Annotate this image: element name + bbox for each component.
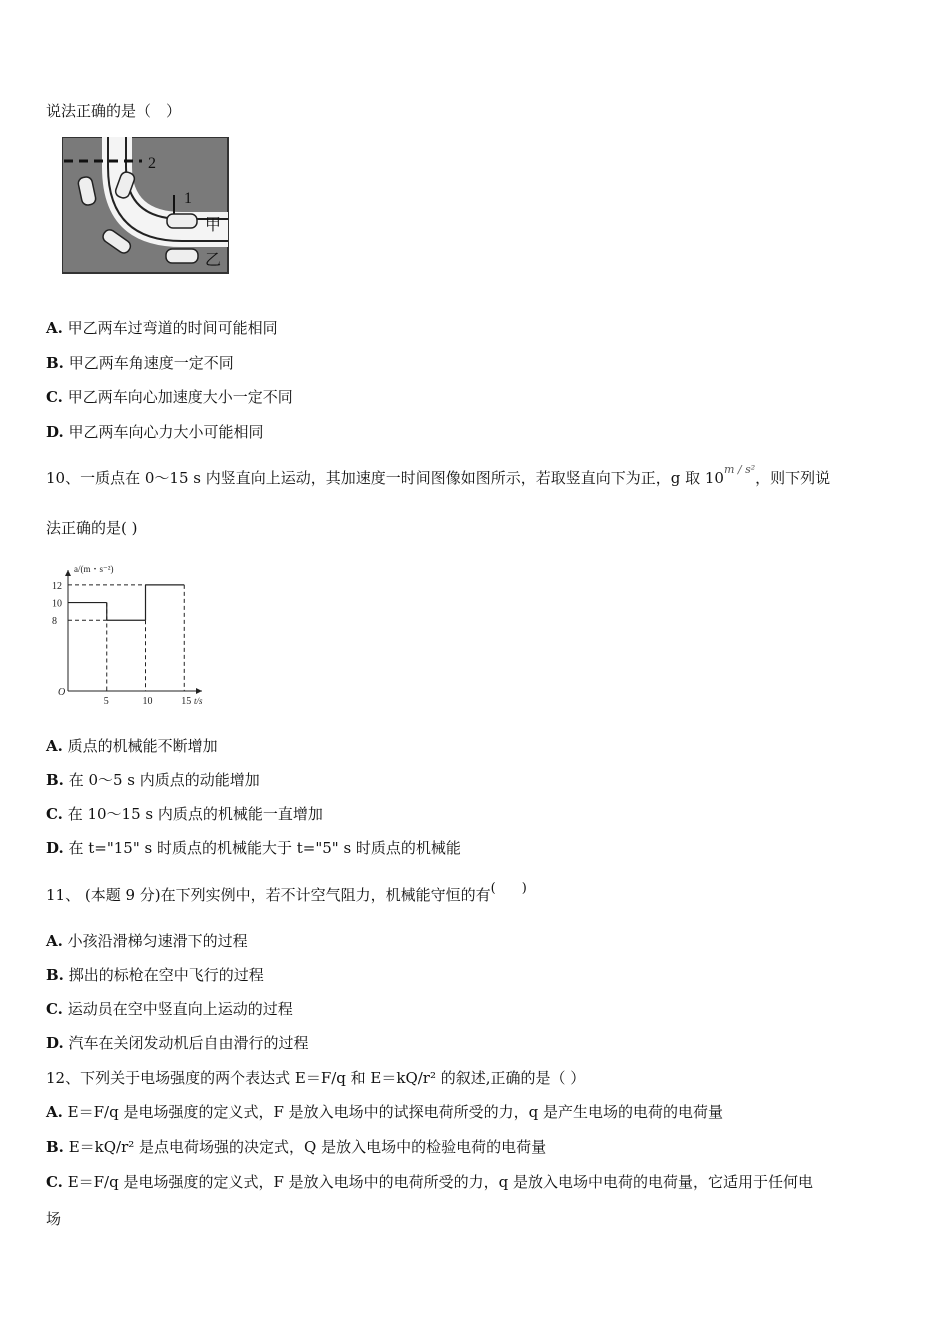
x-tick-label: 10 (142, 696, 153, 705)
q10-option-d: D. 在 t="15" s 时质点的机械能大于 t="5" s 时质点的机械能 (46, 839, 461, 857)
label-lane-1: 1 (184, 190, 192, 207)
q9-option-a: A. 甲乙两车过弯道的时间可能相同 (46, 319, 278, 337)
q9-road-figure (62, 137, 230, 275)
y-tick-label: 10 (52, 598, 62, 610)
q12-stem: 12、下列关于电场强度的两个表达式 E＝F/q 和 E＝kQ/r² 的叙述,正确的是（ ） (46, 1069, 586, 1087)
q11-paren: ( ) (490, 881, 527, 896)
q12-option-a: A. E＝F/q 是电场强度的定义式，F 是放入电场中的试探电荷所受的力，q 是产生电场的电荷的电荷量 (46, 1103, 723, 1121)
x-axis-label: t/s (194, 696, 203, 705)
y-axis-label: a/(m・s⁻²) (74, 564, 114, 574)
q11-option-a: A. 小孩沿滑梯匀速滑下的过程 (46, 932, 248, 950)
q10-option-c: C. 在 10～15 s 内质点的机械能一直增加 (46, 805, 323, 823)
x-tick-label: 15 (181, 696, 192, 705)
q9-option-c: C. 甲乙两车向心加速度大小一定不同 (46, 388, 293, 406)
q12-option-c: C. E＝F/q 是电场强度的定义式，F 是放入电场中的电荷所受的力，q 是放入电场中电荷的电荷量，它适用于任何电 (46, 1173, 814, 1191)
y-tick-label: 12 (52, 580, 62, 592)
q10-unit: m / s² (723, 463, 756, 476)
q12-option-c-cont: 场 (46, 1210, 62, 1228)
q12-number: 12、 (46, 1069, 81, 1087)
q10-acceleration-chart (52, 560, 212, 705)
label-lane-2: 2 (148, 155, 156, 172)
q9-stem-tail: 说法正确的是（ ） (46, 102, 182, 120)
x-axis-arrow-icon (196, 688, 202, 694)
origin-label: O (58, 687, 66, 698)
q10-option-b: B. 在 0～5 s 内质点的动能增加 (46, 771, 260, 789)
x-tick-label: 5 (103, 696, 109, 705)
q11-number: 11、 (46, 886, 81, 904)
y-tick-label: 8 (52, 616, 57, 628)
q10-stem: 10、一质点在 0～15 s 内竖直向上运动，其加速度一时间图像如图所示，若取竖直向下为正，g 取 $10^{m / s^2}$，则下列说 (46, 463, 831, 487)
y-axis-arrow-icon (65, 570, 71, 576)
q11-option-b: B. 掷出的标枪在空中飞行的过程 (46, 966, 264, 984)
q11-stem: 11、 (本题 9 分)在下列实例中，若不计空气阻力，机械能守恒的有( ) (46, 881, 527, 904)
q9-option-b: B. 甲乙两车角速度一定不同 (46, 354, 234, 372)
q10-number: 10、 (46, 469, 81, 487)
q10-option-a: A. 质点的机械能不断增加 (46, 737, 218, 755)
q12-option-b: B. E＝kQ/r² 是点电荷场强的决定式，Q 是放入电场中的检验电荷的电荷量 (46, 1138, 547, 1156)
q11-option-c: C. 运动员在空中竖直向上运动的过程 (46, 1000, 293, 1018)
q9-option-d: D. 甲乙两车向心力大小可能相同 (46, 423, 264, 441)
label-car-jia: 甲 (205, 215, 222, 234)
q11-option-d: D. 汽车在关闭发动机后自由滑行的过程 (46, 1034, 309, 1052)
q10-stem-line2: 法正确的是( ) (46, 519, 138, 537)
label-car-yi: 乙 (205, 250, 222, 269)
